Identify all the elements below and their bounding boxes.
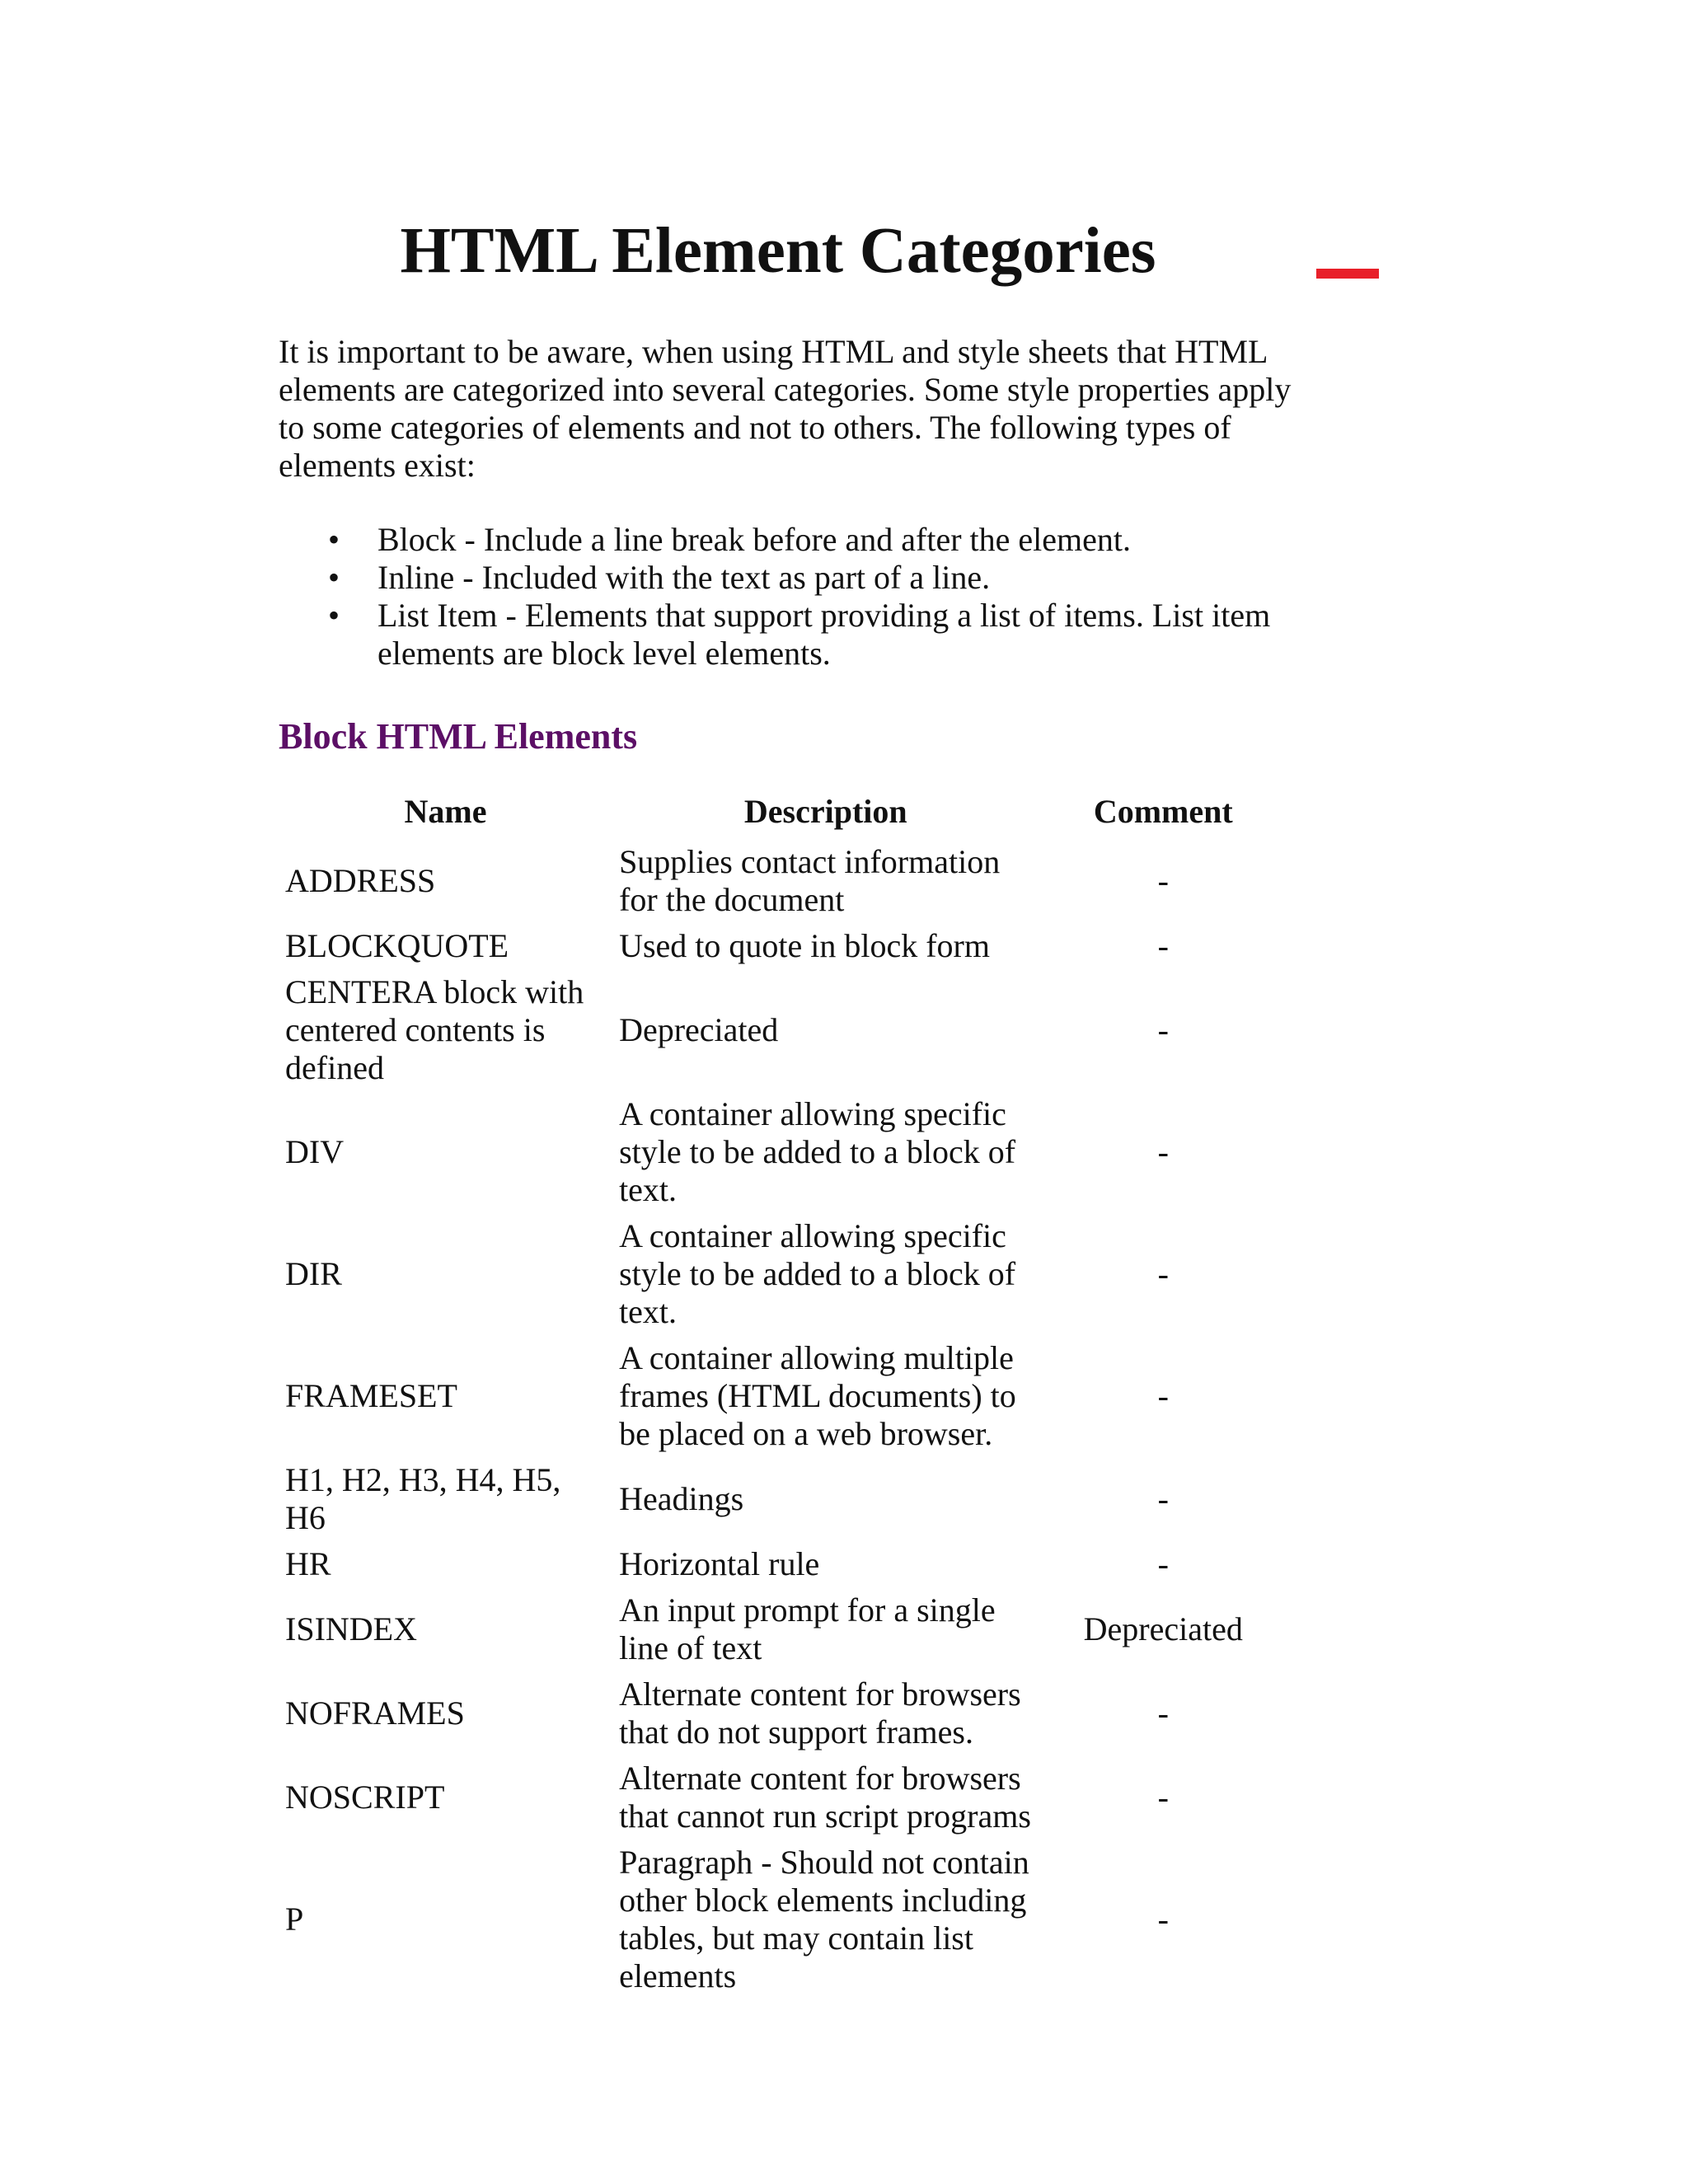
bullet-icon: • bbox=[328, 597, 340, 634]
cell-description: Horizontal rule bbox=[619, 1545, 820, 1582]
cell-description: Supplies contact information for the document bbox=[619, 843, 1001, 918]
table-row bbox=[279, 1671, 1287, 1755]
table-row bbox=[279, 1541, 1287, 1587]
cell-comment: - bbox=[1157, 1694, 1169, 1732]
cell-name: ADDRESS bbox=[285, 862, 436, 899]
cell-comment: - bbox=[1157, 1545, 1169, 1582]
table-row bbox=[279, 1091, 1287, 1213]
cell-description: Headings bbox=[619, 1480, 744, 1517]
cell-comment: - bbox=[1157, 1133, 1169, 1170]
cell-description: Paragraph - Should not contain other block elements including tables, but may contain list elements bbox=[619, 1844, 1029, 1994]
table-row bbox=[279, 1587, 1287, 1671]
cell-name: H1, H2, H3, H4, H5, H6 bbox=[285, 1461, 561, 1536]
table-row bbox=[279, 1213, 1287, 1335]
column-header-description: Description bbox=[743, 793, 907, 830]
column-header-name: Name bbox=[404, 793, 487, 830]
cell-comment: - bbox=[1157, 1900, 1169, 1938]
category-list bbox=[279, 521, 1301, 673]
list-item bbox=[279, 597, 1301, 673]
cell-name: HR bbox=[285, 1545, 331, 1582]
cell-name: DIV bbox=[285, 1133, 345, 1170]
table-row bbox=[279, 923, 1287, 969]
cell-description: Used to quote in block form bbox=[619, 927, 990, 964]
table-row bbox=[279, 1335, 1287, 1457]
cell-description: A container allowing specific style to be added to a block of text. bbox=[619, 1095, 1016, 1208]
cell-name: DIR bbox=[285, 1255, 342, 1292]
cell-name: CENTERA block with centered contents is defined bbox=[285, 973, 584, 1086]
block-elements-table bbox=[279, 793, 1287, 1999]
column-header-comment: Comment bbox=[1093, 793, 1233, 830]
page-title: HTML Element Categories bbox=[400, 215, 1156, 287]
list-item bbox=[279, 559, 1301, 597]
table-row bbox=[279, 1840, 1287, 1999]
list-item-text: Inline - Included with the text as part of a line. bbox=[377, 559, 991, 596]
cell-name: NOFRAMES bbox=[285, 1694, 465, 1732]
cell-comment: - bbox=[1157, 1377, 1169, 1414]
cell-name: ISINDEX bbox=[285, 1610, 417, 1647]
bullet-icon: • bbox=[328, 559, 340, 596]
cell-name: P bbox=[285, 1900, 304, 1938]
list-item bbox=[279, 521, 1301, 559]
intro-paragraph: It is important to be aware, when using HTML and style sheets that HTML elements are categorized into several categories. Some style properties apply to some categories of elements and not to others. The following types of elements exist: bbox=[279, 333, 1292, 484]
cell-comment: Depreciated bbox=[1083, 1610, 1243, 1647]
list-item-text: Block - Include a line break before and after the element. bbox=[377, 521, 1132, 558]
cell-comment: - bbox=[1157, 1779, 1169, 1816]
cell-comment: - bbox=[1157, 1011, 1169, 1048]
cell-name: NOSCRIPT bbox=[285, 1779, 445, 1816]
list-item-text: List Item - Elements that support providing a list of items. List item elements are block level elements. bbox=[377, 597, 1271, 672]
table-row bbox=[279, 969, 1287, 1091]
table-header-row bbox=[279, 793, 1287, 839]
cell-name: BLOCKQUOTE bbox=[285, 927, 509, 964]
cell-comment: - bbox=[1157, 927, 1169, 964]
bullet-icon: • bbox=[328, 521, 340, 558]
cell-description: An input prompt for a single line of text bbox=[619, 1591, 996, 1666]
cell-comment: - bbox=[1157, 1255, 1169, 1292]
cell-name: FRAMESET bbox=[285, 1377, 457, 1414]
document-page bbox=[279, 206, 1400, 1999]
cell-description: A container allowing multiple frames (HTML documents) to be placed on a web browser. bbox=[619, 1339, 1016, 1452]
cell-description: Depreciated bbox=[619, 1011, 779, 1048]
cell-description: Alternate content for browsers that do not support frames. bbox=[619, 1675, 1021, 1750]
cell-comment: - bbox=[1157, 1480, 1169, 1517]
table-row bbox=[279, 1755, 1287, 1840]
section-heading: Block HTML Elements bbox=[279, 716, 638, 757]
cell-description: Alternate content for browsers that cannot run script programs bbox=[619, 1760, 1031, 1835]
table-row bbox=[279, 839, 1287, 923]
cell-description: A container allowing specific style to be added to a block of text. bbox=[619, 1217, 1016, 1330]
table-row bbox=[279, 1457, 1287, 1541]
cell-comment: - bbox=[1157, 862, 1169, 899]
